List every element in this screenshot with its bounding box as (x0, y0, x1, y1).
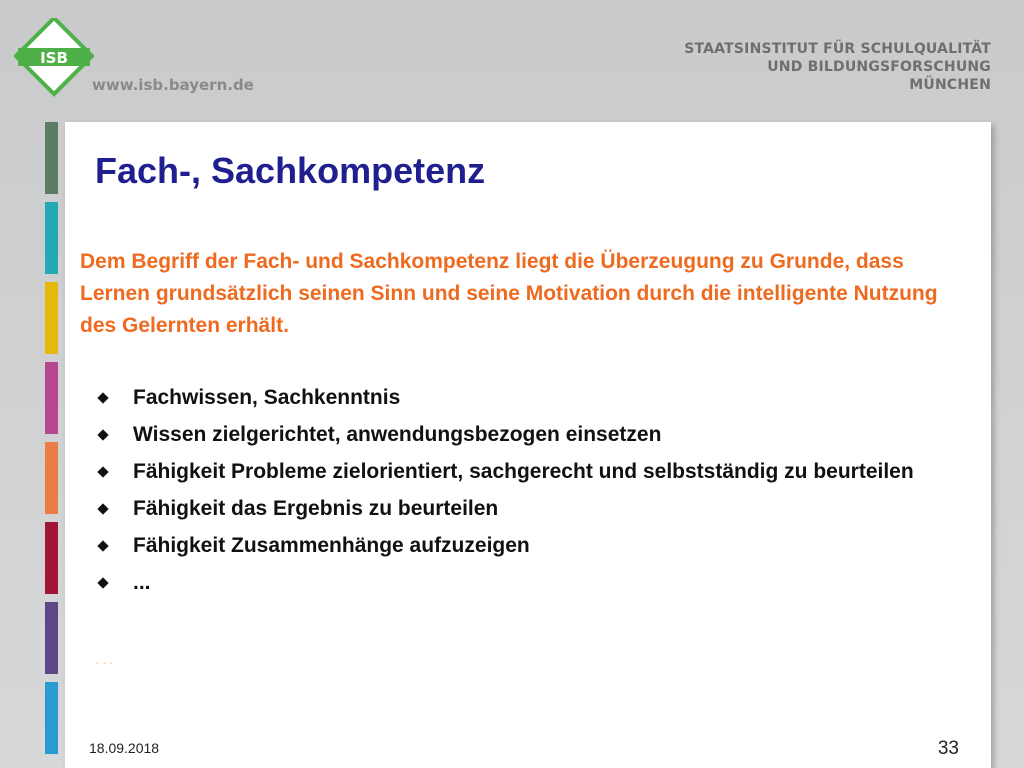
bullet-text: Wissen zielgerichtet, anwendungsbezogen einsetzen (133, 423, 662, 446)
isb-logo (14, 18, 94, 98)
bullet-list (95, 382, 955, 604)
intro-text: Dem Begriff der Fach- und Sachkompetenz liegt die Überzeugung zu Grunde, dass Lernen grundsätzlich seinen Sinn und seine Motivation durch die intelligente Nutzung des Gelernten erhält. (80, 250, 938, 337)
institute-line: UND BILDUNGSFORSCHUNG (767, 59, 991, 75)
color-stripe (45, 282, 58, 354)
color-stripe (45, 202, 58, 274)
institute-name (684, 40, 991, 94)
color-stripe (45, 362, 58, 434)
bullet-item (95, 382, 955, 413)
color-stripe (45, 602, 58, 674)
diamond-bullet-icon (97, 392, 108, 403)
bullet-text: Fähigkeit Probleme zielorientiert, sachgerecht und selbstständig zu beurteilen (133, 460, 914, 483)
color-stripes (45, 122, 58, 756)
page-number: 33 (937, 738, 959, 759)
diamond-bullet-icon (97, 466, 108, 477)
bullet-text: Fähigkeit das Ergebnis zu beurteilen (133, 497, 499, 520)
bullet-item (95, 567, 955, 598)
slide-title: Fach-, Sachkompetenz (95, 150, 486, 191)
website-url[interactable]: www.isb.bayern.de (92, 76, 254, 94)
footer-date: 18.09.2018 (89, 740, 160, 756)
diamond-bullet-icon (97, 429, 108, 440)
color-stripe (45, 682, 58, 754)
bullet-text: ... (133, 571, 151, 594)
color-stripe (45, 442, 58, 514)
bullet-item (95, 530, 955, 561)
bullet-text: Fähigkeit Zusammenhänge aufzuzeigen (133, 534, 530, 557)
slide-panel (65, 122, 991, 768)
color-stripe (45, 522, 58, 594)
diamond-bullet-icon (97, 540, 108, 551)
diamond-bullet-icon (97, 503, 108, 514)
color-stripe (45, 122, 58, 194)
institute-line: MÜNCHEN (909, 77, 991, 93)
institute-line: STAATSINSTITUT FÜR SCHULQUALITÄT (684, 41, 991, 57)
logo-text: ISB (40, 49, 68, 67)
faint-ellipsis: ... (95, 648, 117, 668)
diamond-bullet-icon (97, 577, 108, 588)
isb-logo-graphic (14, 18, 94, 98)
bullet-item (95, 419, 955, 450)
bullet-text: Fachwissen, Sachkenntnis (133, 386, 401, 409)
bullet-item (95, 456, 955, 487)
bullet-item (95, 493, 955, 524)
